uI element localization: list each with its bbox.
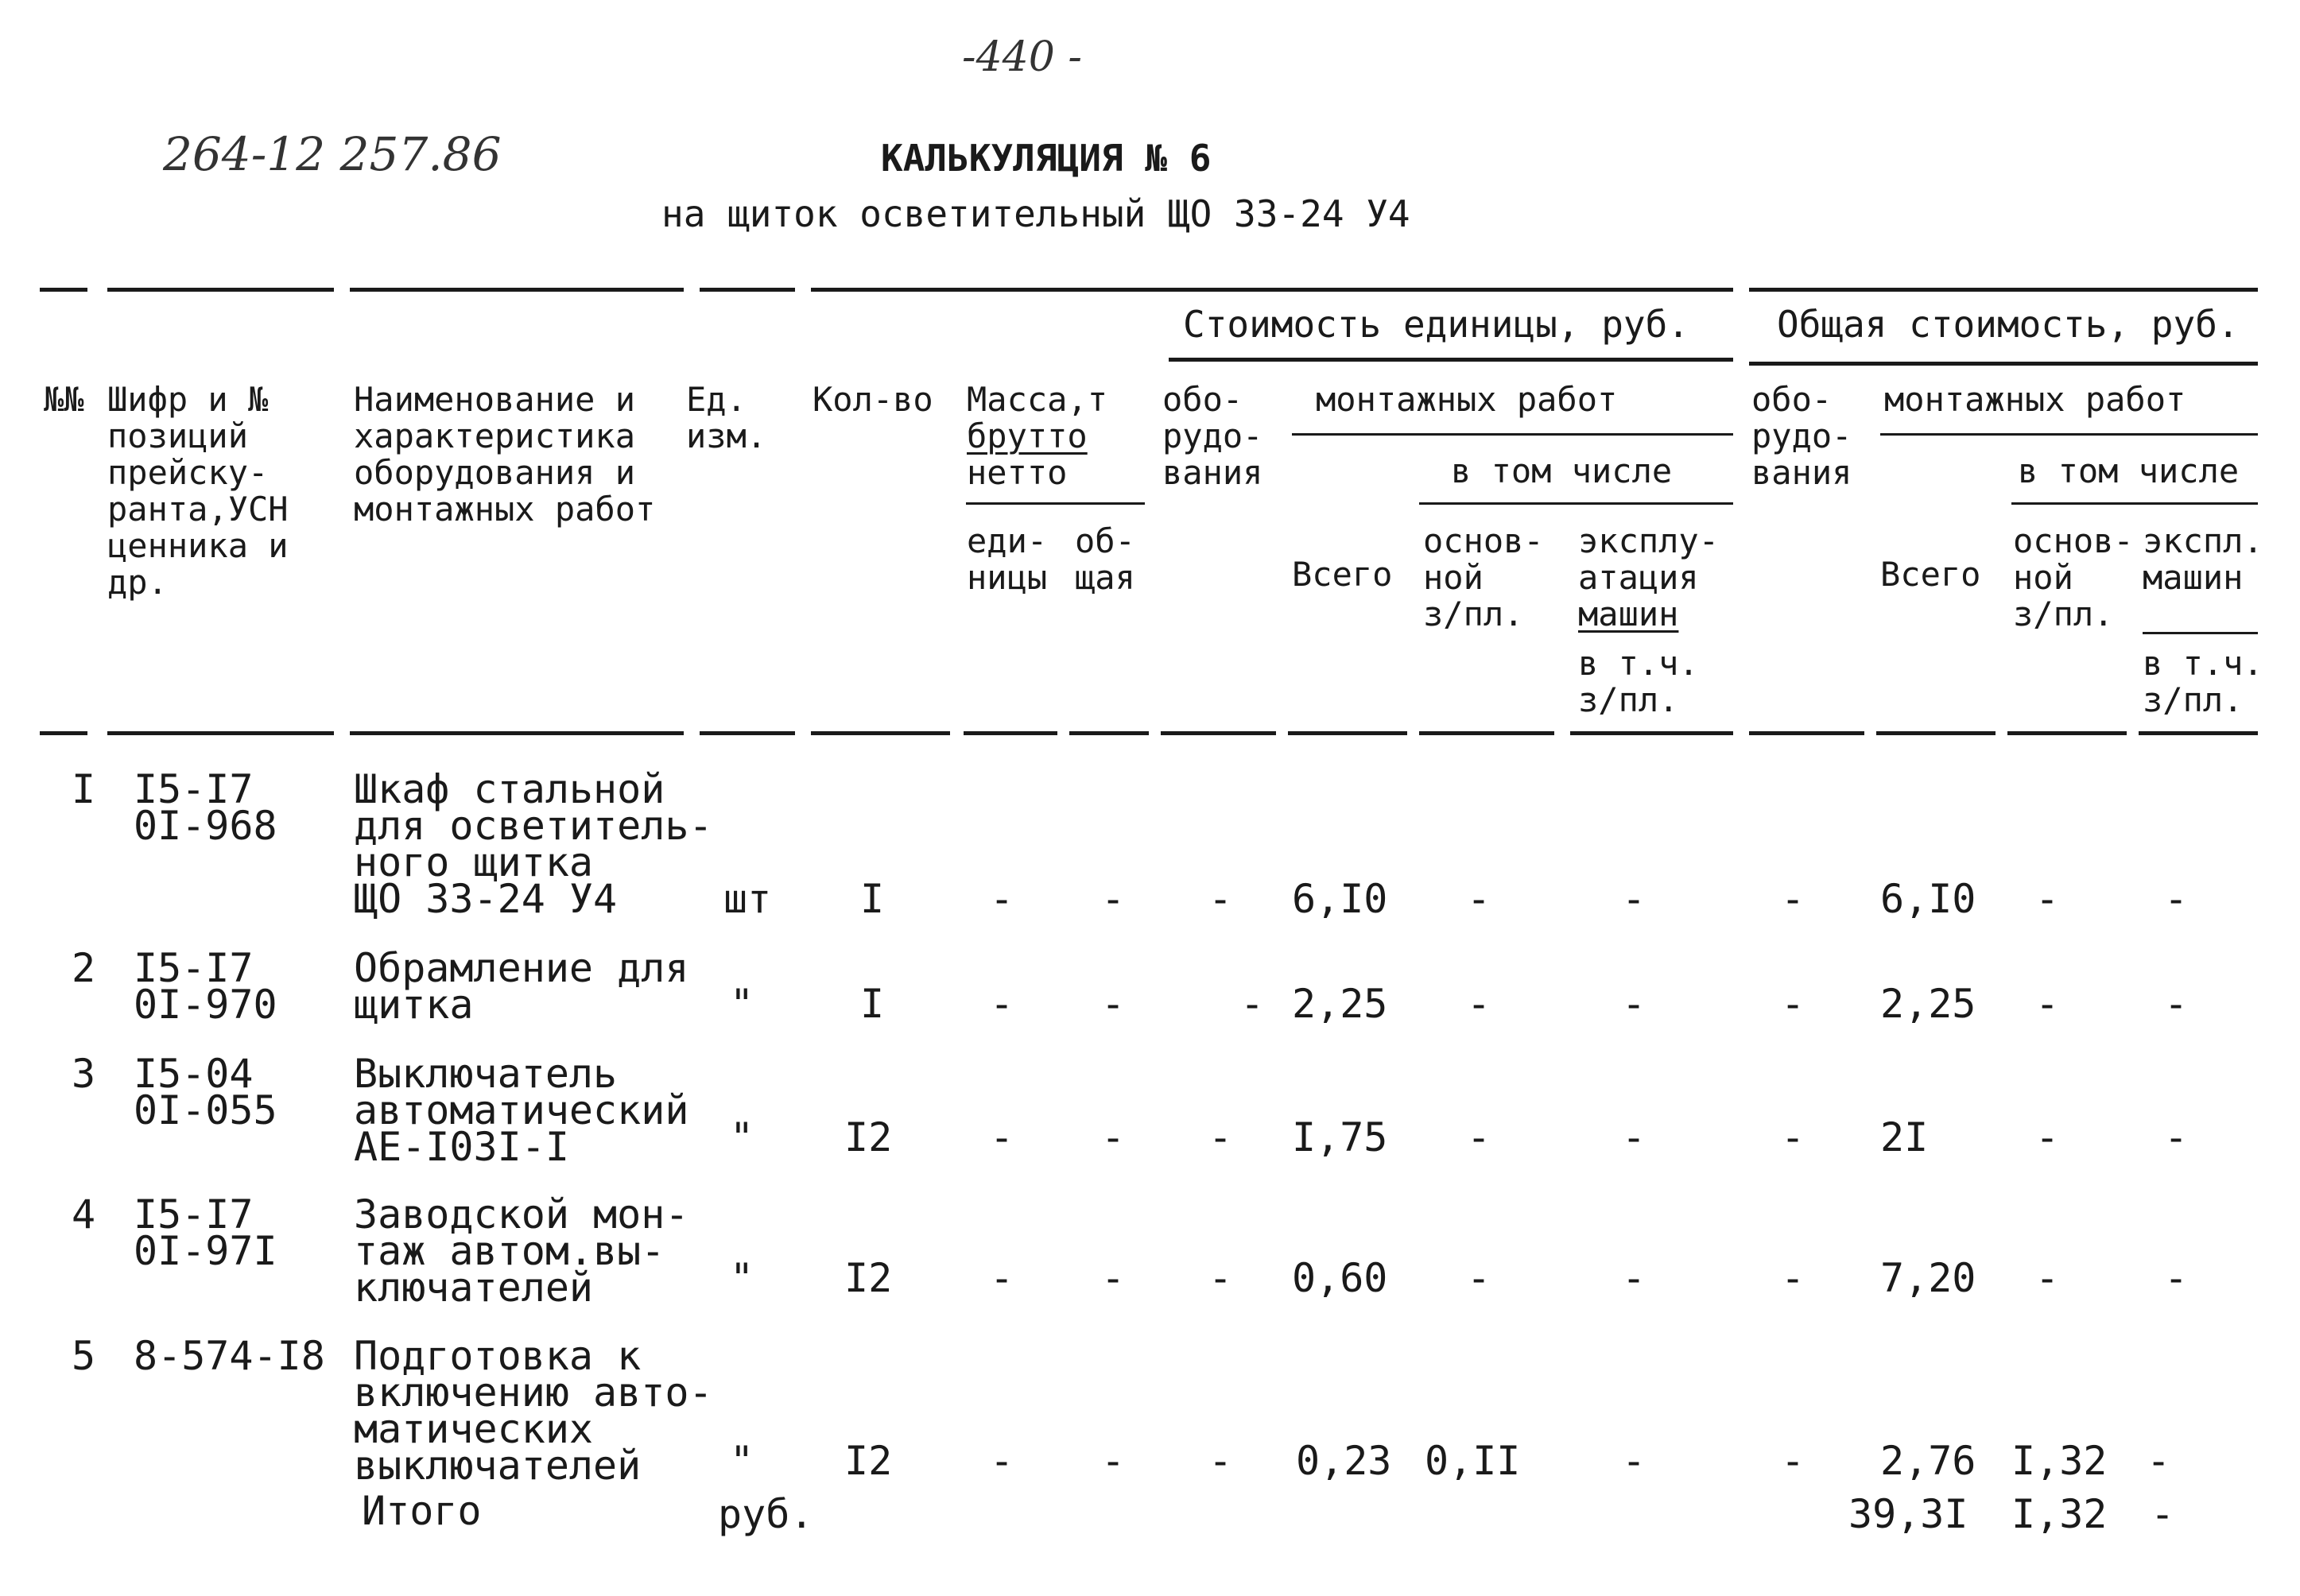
- row-qty: I2: [844, 1114, 893, 1160]
- row-base-pay: -: [1467, 1255, 1491, 1301]
- row-machines2: -: [2164, 1114, 2189, 1160]
- row-number: I: [72, 766, 96, 812]
- row-base-pay2: -: [2035, 1114, 2060, 1160]
- row-equipment2: -: [1781, 876, 1805, 922]
- total-header: Всего: [1292, 555, 1393, 594]
- mass-total-header: об- щая: [1075, 521, 1135, 597]
- row-name: Выключатель автоматический АЕ-I03I-I: [354, 1051, 689, 1170]
- row-total2: 2,25: [1880, 981, 1976, 1027]
- doc-code: 264-12 257.86: [163, 127, 502, 181]
- machines-pay-header: в т.ч. з/пл.: [1578, 644, 1699, 719]
- row-base-pay2: -: [2035, 1255, 2060, 1301]
- row-mass-total: -: [1101, 1255, 1126, 1301]
- row-number: 2: [72, 945, 96, 991]
- page-number: -440 -: [962, 33, 1082, 81]
- row-machines: -: [1622, 1438, 1646, 1484]
- row-unit: ": [730, 981, 754, 1027]
- row-base-pay2: I,32: [2011, 1438, 2108, 1484]
- row-base-pay: -: [1467, 876, 1491, 922]
- row-equipment: -: [1208, 1438, 1233, 1484]
- equipment2-header: обо- рудо- вания: [1751, 380, 1852, 492]
- row-number: 3: [72, 1051, 96, 1097]
- row-base-pay2: -: [2035, 981, 2060, 1027]
- row-equipment2: -: [1781, 1255, 1805, 1301]
- row-qty: I: [860, 876, 885, 922]
- row-mass-unit: -: [990, 1255, 1014, 1301]
- row-qty: I: [860, 981, 885, 1027]
- row-name: Заводской мон- таж автом.вы- ключателей: [354, 1191, 689, 1311]
- row-total2: 2I: [1880, 1114, 1929, 1160]
- row-total: 0,60: [1292, 1255, 1388, 1301]
- row-total2: 2,76: [1880, 1438, 1976, 1484]
- unit-cost-header: Стоимость единицы, руб.: [1183, 303, 1689, 346]
- row-machines: -: [1622, 876, 1646, 922]
- row-unit: ": [730, 1114, 754, 1160]
- row-machines: -: [1622, 1255, 1646, 1301]
- row-total: I,75: [1292, 1114, 1388, 1160]
- machines-under-header: машин: [1578, 595, 1679, 633]
- row-machines2: -: [2147, 1438, 2171, 1484]
- row-equipment2: -: [1781, 1114, 1805, 1160]
- row-unit: ": [730, 1438, 754, 1484]
- summary-base-pay2: I,32: [2011, 1491, 2108, 1537]
- row-qty: I2: [844, 1438, 893, 1484]
- summary-unit: руб.: [718, 1491, 814, 1537]
- machines-header: эксплу- атация: [1578, 521, 1720, 597]
- mass-unit-header: еди- ницы: [967, 521, 1048, 597]
- row-code: 8-574-I8: [134, 1333, 325, 1379]
- row-code: I5-04 0I-055: [134, 1051, 277, 1133]
- row-machines: -: [1622, 1114, 1646, 1160]
- row-machines: -: [1622, 981, 1646, 1027]
- installation-header: монтажных работ: [1316, 380, 1618, 419]
- row-equipment: -: [1240, 981, 1265, 1027]
- mass-brutto-header: брутто: [967, 416, 1088, 455]
- row-machines2: -: [2164, 981, 2189, 1027]
- row-name: Шкаф стальной для осветитель- ного щитка ЩО 33-24 У4: [354, 766, 713, 922]
- row-unit: шт: [723, 876, 772, 922]
- machines2-header: экспл. машин: [2143, 521, 2263, 597]
- row-code: I5-I7 0I-970: [134, 945, 277, 1028]
- row-mass-unit: -: [990, 1114, 1014, 1160]
- row-machines2: -: [2164, 1255, 2189, 1301]
- row-mass-total: -: [1101, 1114, 1126, 1160]
- row-mass-total: -: [1101, 1438, 1126, 1484]
- doc-title: КАЛЬКУЛЯЦИЯ № 6: [881, 137, 1212, 180]
- row-equipment: -: [1208, 876, 1233, 922]
- total2-header: Всего: [1880, 555, 1981, 594]
- row-base-pay: -: [1467, 1114, 1491, 1160]
- row-total2: 6,I0: [1880, 876, 1976, 922]
- row-name: Обрамление для щитка: [354, 945, 689, 1028]
- installation2-header: монтажных работ: [1884, 380, 2186, 419]
- row-mass-total: -: [1101, 981, 1126, 1027]
- mass-header: Масса,т: [967, 380, 1108, 419]
- doc-subtitle: на щиток осветительный ЩО 33-24 У4: [661, 192, 1410, 235]
- row-total: 0,23: [1296, 1438, 1392, 1484]
- code-header: Шифр и № позиций прейску- ранта,УСН ценника и др.: [107, 380, 289, 602]
- row-total: 6,I0: [1292, 876, 1388, 922]
- mass-netto-header: нетто: [967, 453, 1068, 492]
- row-mass-unit: -: [990, 981, 1014, 1027]
- num-header: №№: [44, 380, 84, 419]
- row-number: 5: [72, 1333, 96, 1379]
- row-qty: I2: [844, 1255, 893, 1301]
- row-unit: ": [730, 1255, 754, 1301]
- row-equipment: -: [1208, 1255, 1233, 1301]
- row-mass-unit: -: [990, 876, 1014, 922]
- row-total: 2,25: [1292, 981, 1388, 1027]
- row-mass-unit: -: [990, 1438, 1014, 1484]
- qty-header: Кол-во: [813, 380, 933, 419]
- row-base-pay2: -: [2035, 876, 2060, 922]
- row-total2: 7,20: [1880, 1255, 1976, 1301]
- row-machines2: -: [2164, 876, 2189, 922]
- row-equipment: -: [1208, 1114, 1233, 1160]
- base-pay2-header: основ- ной з/пл.: [2013, 521, 2134, 633]
- row-number: 4: [72, 1191, 96, 1238]
- including-header: в том числе: [1451, 451, 1673, 490]
- row-code: I5-I7 0I-968: [134, 766, 277, 849]
- row-code: I5-I7 0I-97I: [134, 1191, 277, 1274]
- total-cost-header: Общая стоимость, руб.: [1777, 303, 2240, 346]
- unit-header: Ед. изм.: [686, 380, 767, 455]
- summary-machines2: -: [2151, 1491, 2175, 1537]
- row-equipment2: -: [1781, 981, 1805, 1027]
- row-equipment2: -: [1781, 1438, 1805, 1484]
- equipment-header: обо- рудо- вания: [1162, 380, 1263, 492]
- base-pay-header: основ- ной з/пл.: [1423, 521, 1544, 633]
- including2-header: в том числе: [2018, 451, 2240, 490]
- row-name: Подготовка к включению авто- матических выключателей: [354, 1333, 713, 1489]
- summary-total2: 39,3I: [1848, 1491, 1968, 1537]
- row-base-pay: -: [1467, 981, 1491, 1027]
- summary-label: Итого: [362, 1488, 482, 1534]
- machines-pay2-header: в т.ч. з/пл.: [2143, 644, 2263, 719]
- row-base-pay: 0,II: [1425, 1438, 1521, 1484]
- name-header: Наименование и характеристика оборудования и монтажных работ: [354, 380, 656, 529]
- row-mass-total: -: [1101, 876, 1126, 922]
